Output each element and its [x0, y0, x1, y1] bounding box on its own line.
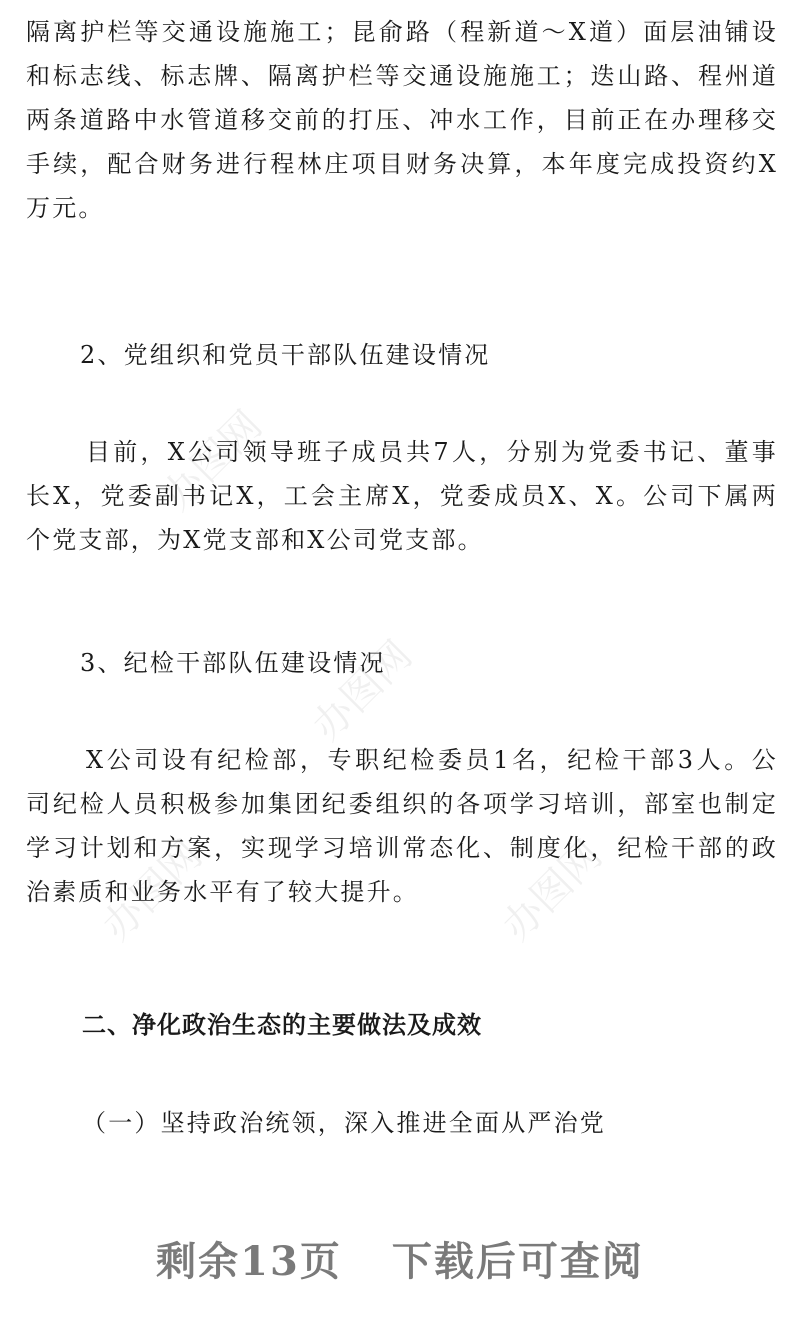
watermark: 办图网 [303, 632, 422, 750]
text-line: 长X，党委副书记X，工会主席X，党委成员X、X。公司下属两 [26, 482, 778, 510]
paragraph-discipline [26, 738, 778, 914]
text-line: 隔离护栏等交通设施施工；昆俞路（程新道～X道）面层油铺设 [26, 18, 778, 46]
text-line: 治素质和业务水平有了较大提升。 [26, 878, 419, 906]
remaining-pages-text: 剩余13页 [156, 1238, 342, 1285]
remaining-pages-banner [0, 1232, 800, 1292]
text-line: X公司设有纪检部，专职纪检委员1名，纪检干部3人。公 [86, 746, 778, 774]
section-title: 二、净化政治生态的主要做法及成效 [82, 1011, 482, 1039]
text-line: 和标志线、标志牌、隔离护栏等交通设施施工；迭山路、程州道 [26, 62, 778, 90]
paragraph-project-progress [26, 10, 778, 230]
text-line: 个党支部，为X党支部和X公司党支部。 [26, 526, 484, 554]
text-line: 司纪检人员积极参加集团纪委组织的各项学习培训，部室也制定 [26, 790, 778, 818]
text-line: 两条道路中水管道移交前的打压、冲水工作，目前正在办理移交 [26, 106, 778, 134]
subsection-title: （一）坚持政治统领，深入推进全面从严治党 [82, 1109, 606, 1137]
watermark: 办图网 [93, 832, 212, 950]
text-line: 目前，X公司领导班子成员共7人，分别为党委书记、董事 [86, 438, 778, 466]
text-line: 手续，配合财务进行程林庄项目财务决算，本年度完成投资约X [26, 150, 778, 178]
watermark: 办图网 [153, 402, 272, 520]
paragraph-leadership [26, 430, 778, 562]
heading-party-organization: 2、党组织和党员干部队伍建设情况 [80, 341, 491, 369]
download-to-view-text: 下载后可查阅 [391, 1238, 644, 1285]
watermark: 办图网 [493, 832, 612, 950]
text-line: 万元。 [26, 194, 105, 222]
text-line: 学习计划和方案，实现学习培训常态化、制度化，纪检干部的政 [26, 834, 778, 862]
heading-discipline-cadres: 3、纪检干部队伍建设情况 [80, 649, 386, 677]
